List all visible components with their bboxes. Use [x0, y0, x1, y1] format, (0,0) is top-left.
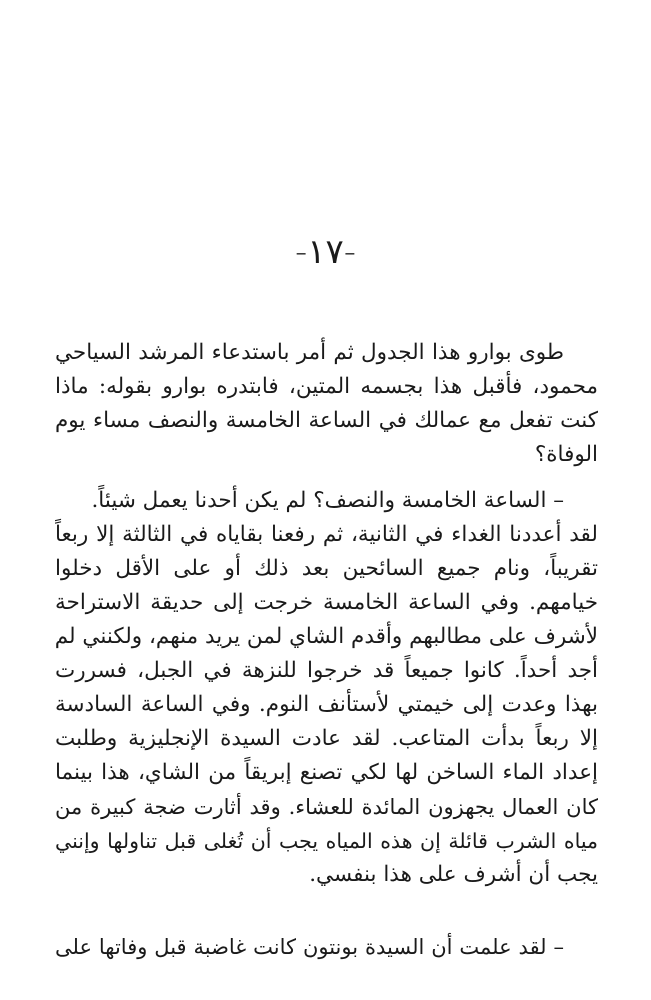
paragraph-2: [55, 484, 598, 892]
text-line: إعداد الماء الساخن لها لكي تصنع إبريقاً من الشاي، هذا بينما: [55, 760, 598, 785]
text-line: كنت تفعل مع عمالك في الساعة الخامسة والنصف مساء يوم: [55, 408, 598, 433]
text-line: محمود، فأقبل هذا بجسمه المتين، فابتدره بوارو بقوله: ماذا: [55, 374, 598, 399]
text-line: إلا ربعاً بدأت المتاعب. لقد عادت السيدة الإنجليزية وطلبت: [55, 726, 598, 751]
paragraph-3: [55, 930, 598, 964]
text-line: كان العمال يجهزون المائدة للعشاء. وقد أثارت ضجة كبيرة من: [55, 795, 598, 819]
text-line: لقد أعددنا الغداء في الثانية، ثم رفعنا بقاياه في الثالثة إلا ربعاً: [55, 522, 598, 547]
text-line: – لقد علمت أن السيدة بونتون كانت غاضبة قبل وفاتها على: [55, 935, 564, 959]
text-line: طوى بوارو هذا الجدول ثم أمر باستدعاء المرشد السياحي: [55, 340, 564, 365]
text-line: مياه الشرب قائلة إن هذه المياه يجب أن تُغلى قبل تناولها وإنني: [55, 829, 598, 853]
text-line: لأشرف على مطالبهم وأقدم الشاي لمن يريد منهم، ولكنني لم: [55, 624, 598, 649]
text-line: – الساعة الخامسة والنصف؟ لم يكن أحدنا يعمل شيئاً.: [91, 488, 564, 513]
text-line: أجد أحداً. كانوا جميعاً قد خرجوا للنزهة في الجبل، فسررت: [55, 658, 598, 683]
text-line: الوفاة؟: [534, 442, 598, 467]
text-line: خيامهم. وفي الساعة الخامسة خرجت إلى حديقة الاستراحة: [55, 590, 598, 615]
text-line: تقريباً، ونام جميع السائحين بعد ذلك أو على الأقل دخلوا: [55, 556, 598, 581]
page-number: -١٧-: [294, 232, 357, 272]
paragraph-1: [55, 336, 598, 472]
text-line: يجب أن أشرف على هذا بنفسي.: [309, 862, 598, 887]
text-line: بهذا وعدت إلى خيمتي لأستأنف النوم. وفي الساعة السادسة: [55, 692, 598, 717]
